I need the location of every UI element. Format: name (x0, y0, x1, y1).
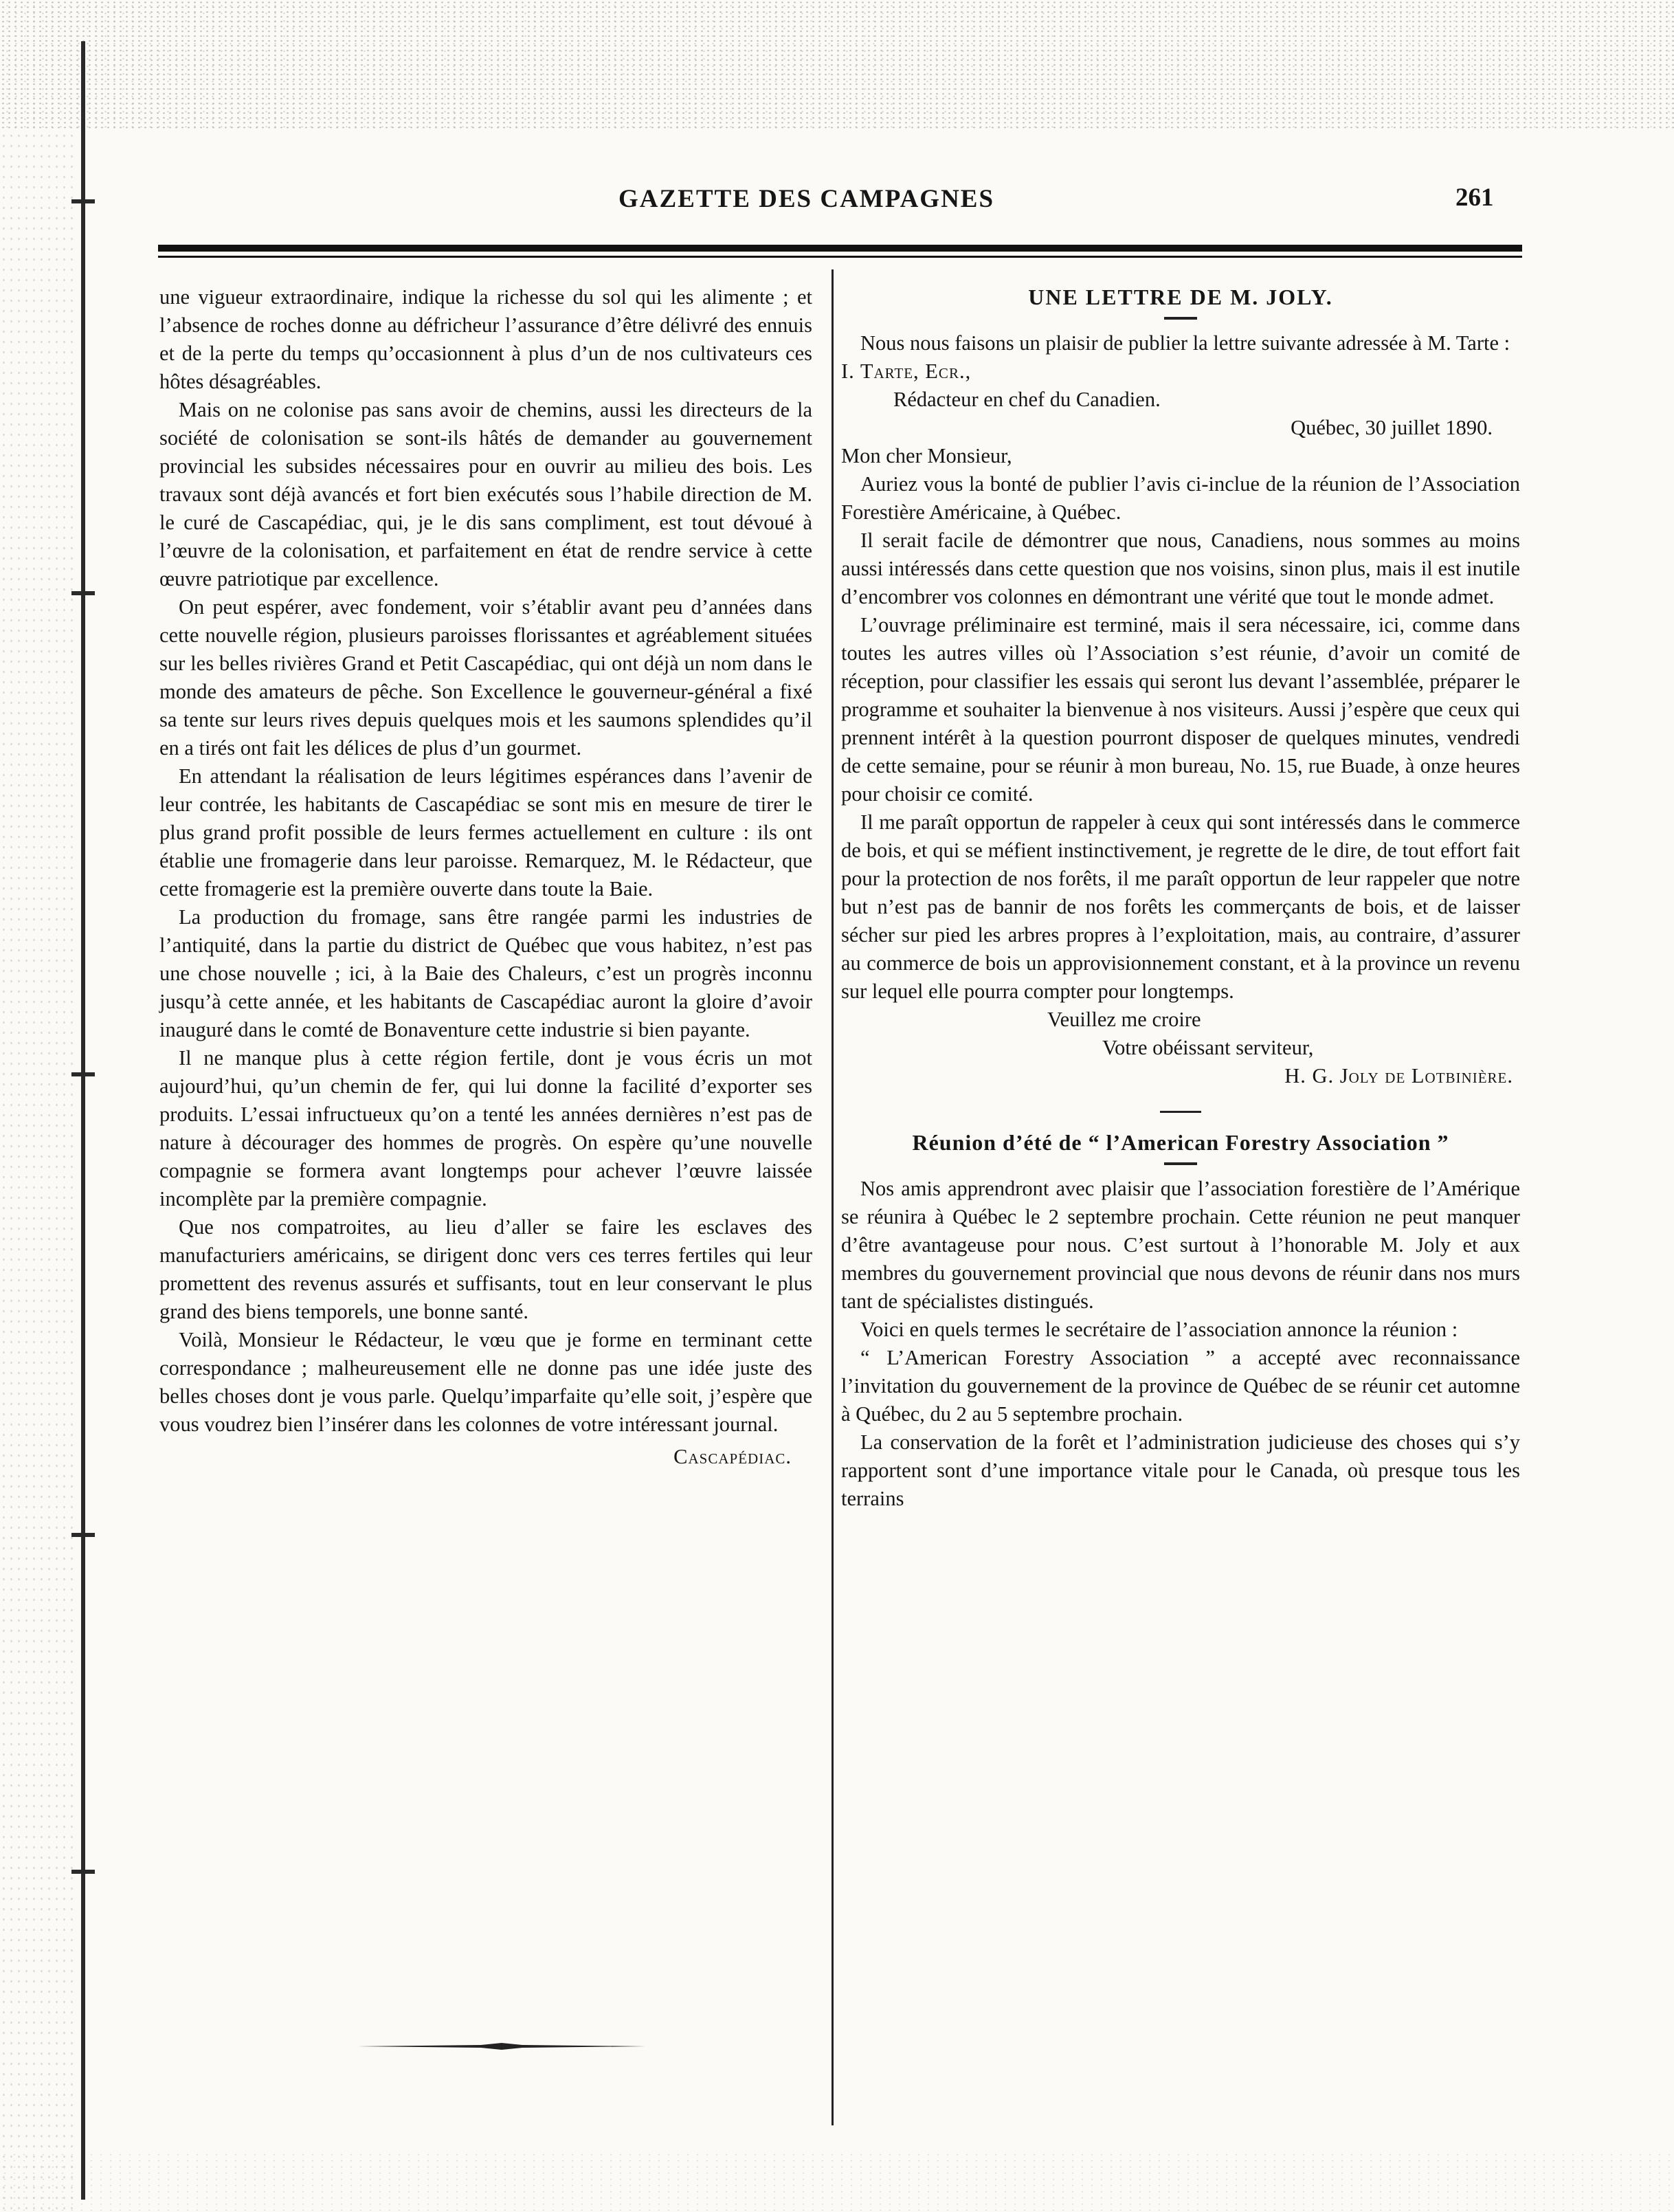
left-paragraph: Voilà, Monsieur le Rédacteur, le vœu que je forme en terminant cette correspondance ; malheureusement elle ne donne pas une idée juste des belles choses dont je vous parle. Quelqu’imparfaite qu’elle soit, j’espère que vous voudrez bien l’insérer dans les colonnes de votre intéressant journal. (159, 1328, 812, 1436)
section-paragraph: Voici en quels termes le secrétaire de l’association annonce la réunion : (860, 1318, 1458, 1341)
section-title: Réunion d’été de “ l’American Forestry Association ” (912, 1130, 1449, 1155)
binding-mark (71, 591, 95, 595)
section-separator (841, 1111, 1520, 1113)
letter-paragraph: Il serait facile de démontrer que nous, Canadiens, nous sommes au moins aussi intéressés dans cette question que nos voisins, sinon plus, mais il est inutile d’encombrer vos colonnes en démontrant une vérité que tout le monde admet. (841, 529, 1520, 608)
binding-mark (71, 1870, 95, 1874)
title-dash (1164, 317, 1197, 320)
header-rule-thin (158, 256, 1522, 258)
scan-noise-bottom (0, 2152, 1674, 2212)
letter-addressee-role: Rédacteur en chef du Canadien. (893, 388, 1161, 411)
left-column (159, 283, 812, 1471)
left-paragraph: En attendant la réalisation de leurs légitimes espérances dans l’avenir de leur contrée, les habitants de Cascapédiac se sont mis en mesure de tirer le plus grand profit possible de leurs fermes actuellement en culture : ils ont établie une fromagerie dans leur paroisse. Remarquez, M. le Rédacteur, que cette fromagerie est la première ouverte dans toute la Baie. (159, 764, 812, 900)
letter-salutation: Mon cher Monsieur, (841, 444, 1012, 467)
scan-noise-left (0, 131, 76, 2212)
section-dash (1164, 1162, 1197, 1165)
left-paragraph: une vigueur extraordinaire, indique la richesse du sol qui les alimente ; et l’absence de roches donne au défricheur l’assurance d’être délivré des ennuis et de la perte du temps qu’occasionnent à plus d’un de nos cultivateurs ces hôtes désagréables. (159, 285, 812, 393)
article-signature: Cascapédiac. (673, 1445, 792, 1468)
header-rule-thick (158, 245, 1522, 252)
letter-title: UNE LETTRE DE M. JOLY. (1028, 285, 1333, 309)
running-title: GAZETTE DES CAMPAGNES (618, 185, 995, 213)
end-ornament (357, 2043, 646, 2050)
binding-line (81, 41, 85, 2200)
section-paragraph: Nos amis apprendront avec plaisir que l’association forestière de l’Amérique se réunira à Québec le 2 septembre prochain. Cette réunion ne peut manquer d’être avantageuse pour nous. C’est surtout à l’honorable M. Joly et aux membres du gouvernement provincial que nous devons de réunir dans nos murs tant de spécialistes distingués. (841, 1177, 1520, 1313)
letter-addressee: I. Tarte, Ecr., (841, 360, 972, 383)
letter-paragraph: Il me paraît opportun de rappeler à ceux qui sont intéressés dans le commerce de bois, et qui se méfient instinctivement, je regrette de le dire, de tout effort fait pour la protection de nos forêts, il me paraît opportun de leur rappeler que notre but n’est pas de bannir de nos forêts les commerçants de bois, et de laisser sécher sur pied les arbres propres à l’exploitation, mais, au contraire, d’assurer au commerce de bois un approvisionnement constant, et à la province un revenu sur lequel elle pourra compter pour longtemps. (841, 810, 1520, 1003)
right-column (841, 283, 1520, 1513)
left-paragraph: Que nos compatroites, au lieu d’aller se faire les esclaves des manufacturiers américains, se dirigent donc vers ces terres fertiles qui leur promettent des revenus assurés et suffisants, tout en leur conservant le plus grand des biens temporels, une bonne santé. (159, 1215, 812, 1323)
letter-intro: Nous nous faisons un plaisir de publier la lettre suivante adressée à M. Tarte : (860, 331, 1510, 355)
letter-closing: Votre obéissant serviteur, (1102, 1036, 1314, 1059)
letter-paragraph: Auriez vous la bonté de publier l’avis ci-inclue de la réunion de l’Association Forestière Américaine, à Québec. (841, 472, 1520, 524)
binding-mark (71, 199, 95, 203)
letter-signature: H. G. Joly de Lotbinière. (1284, 1064, 1513, 1087)
section-paragraph: La conservation de la forêt et l’administration judicieuse des choses qui s’y rapportent sont d’une importance vitale pour le Canada, où presque tous les terrains (841, 1430, 1520, 1510)
letter-paragraph: L’ouvrage préliminaire est terminé, mais il sera nécessaire, ici, comme dans toutes les autres villes où l’Association s’est réunie, d’avoir un comité de réception, pour classifier les essais qui seront lus devant l’assemblée, préparer le programme et souhaiter la bienvenue à nos visiteurs. Aussi j’espère que ceux qui prennent intérêt à la question pourront disposer de quelques minutes, vendredi de cette semaine, pour se réunir à mon bureau, No. 15, rue Buade, à onze heures pour choisir ce comité. (841, 613, 1520, 806)
binding-mark (71, 1533, 95, 1537)
scan-noise-top (0, 0, 1674, 131)
section-paragraph: “ L’American Forestry Association ” a accepté avec reconnaissance l’invitation du gouvernement de la province de Québec de se réunir cet automne à Québec, du 2 au 5 septembre prochain. (841, 1346, 1520, 1426)
letter-closing: Veuillez me croire (1047, 1008, 1201, 1031)
left-paragraph: Il ne manque plus à cette région fertile, dont je vous écris un mot aujourd’hui, qu’un chemin de fer, qui lui donne la facilité d’exporter ses produits. L’essai infructueux qu’on a tenté les années dernières n’est pas de nature à décourager des hommes de progrès. On espère qu’une nouvelle compagnie se formera avant longtemps pour achever l’œuvre laissée incomplète par la première compagnie. (159, 1046, 812, 1210)
left-paragraph: La production du fromage, sans être rangée parmi les industries de l’antiquité, dans la partie du district de Québec que vous habitez, n’est pas une chose nouvelle ; ici, à la Baie des Chaleurs, c’est un progrès inconnu jusqu’à cette année, et les habitants de Cascapédiac auront la gloire d’avoir inauguré dans le comté de Bonaventure cette industrie si bien payante. (159, 905, 812, 1041)
left-paragraph: On peut espérer, avec fondement, voir s’établir avant peu d’années dans cette nouvelle région, plusieurs paroisses florissantes et agréablement situées sur les belles rivières Grand et Petit Cascapédiac, qui ont déjà un nom dans le monde des amateurs de pêche. Son Excellence le gouverneur-général a fixé sa tente sur leurs rives depuis quelques mois et les saumons splendides qu’il en a tirés ont fait les délices de plus d’un gourmet. (159, 595, 812, 760)
left-paragraph: Mais on ne colonise pas sans avoir de chemins, aussi les directeurs de la société de colonisation se sont-ils hâtés de demander au gouvernement provincial les subsides nécessaires pour en ouvrir au milieu des bois. Les travaux sont déjà avancés et fort bien exécutés sous l’habile direction de M. le curé de Cascapédiac, qui, je le dis sans compliment, est tout dévoué à l’œuvre de la colonisation, et parfaitement en état de rendre service à cette œuvre patriotique par excellence. (159, 398, 812, 590)
letter-dateline: Québec, 30 juillet 1890. (1291, 416, 1493, 439)
page-number: 261 (1455, 184, 1494, 212)
binding-mark (71, 1072, 95, 1076)
column-divider (832, 269, 834, 2125)
